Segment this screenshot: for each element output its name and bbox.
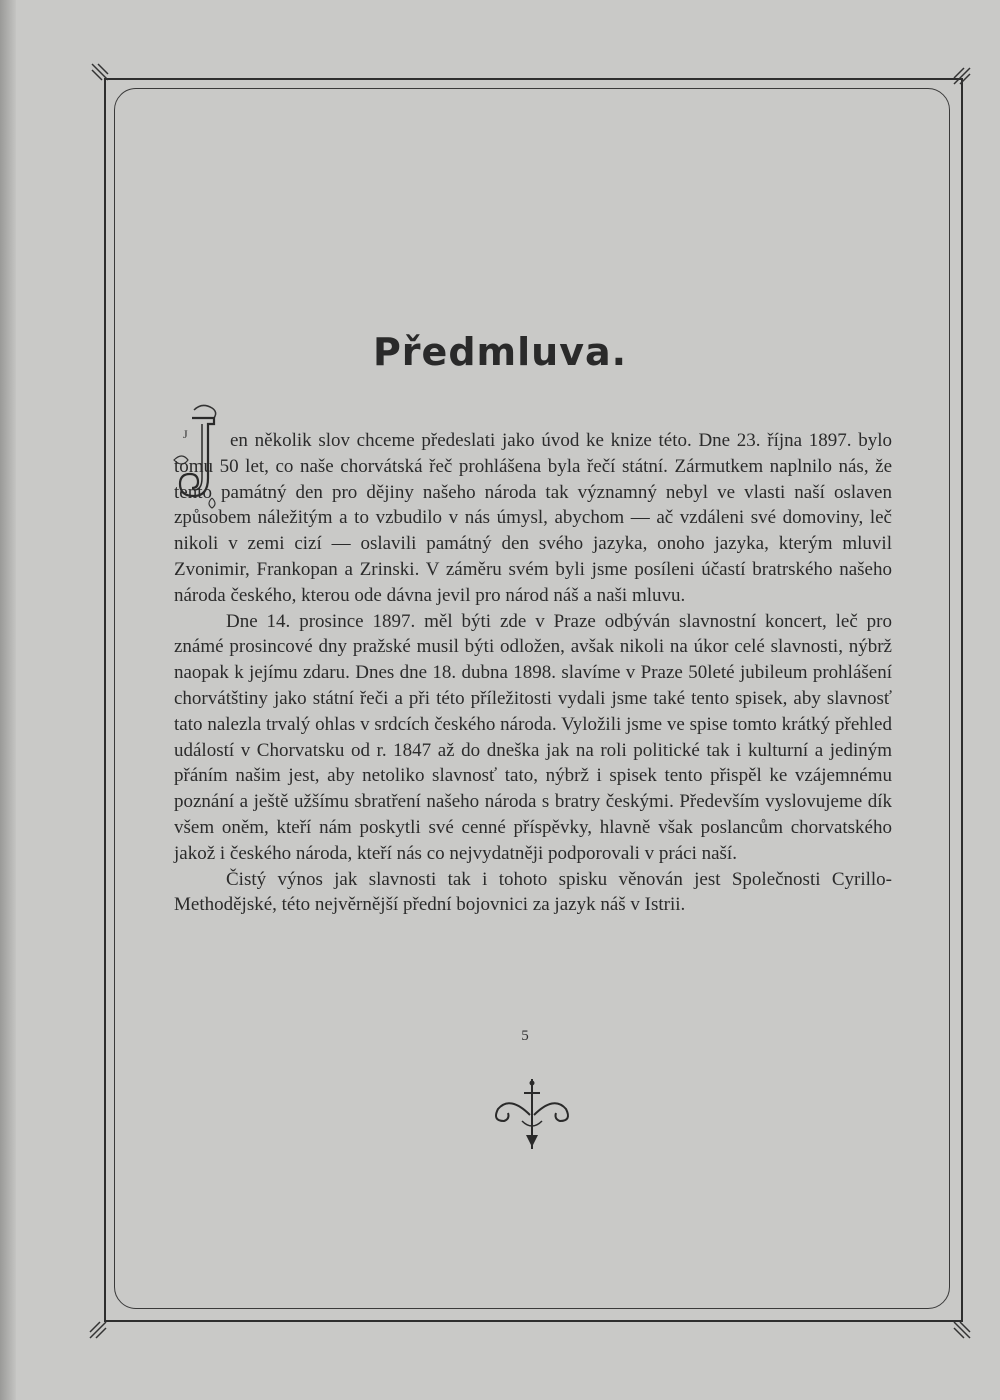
preface-text <box>174 428 892 918</box>
paragraph-2: Dne 14. prosince 1897. měl býti zde v Praze odbýván slavnostní koncert, leč pro známé prosincové dny pražské musil býti odložen, avšak nikoli na úkor celé slavnosti, nýbrž naopak k jejímu zdaru. Dnes dne 18. dubna 1898. slavíme v Praze 50leté jubileum prohlášení chorvátštiny jako státní řeči a při této příležitosti vydali jsme také tento spisek, aby slavnosť tato nalezla trvalý ohlas v srdcích českého národa. Vyložili jsme ve spise tomto krátký přehled událostí v Chorvatsku od r. 1847 až do dneška jak na roli politické tak i kulturní a jediným přáním našim jest, aby netoliko slavnosť tato, nýbrž i spisek tento přispěl ke vzájemnému poznání a ještě užšímu sbratření našeho národa s bratry českými. Především vyslovujeme dík všem oněm, kteří nám poskytli své cenné příspěvky, hlavně však poslancům chorvatského jakož i českého národa, kteří nás co nejvydatněji podporovali v práci naší. <box>174 610 892 864</box>
book-spine <box>0 0 16 1400</box>
page-number: 5 <box>521 1028 529 1044</box>
paragraph-1: en několik slov chceme předeslati jako úvod ke knize této. Dne 23. října 1897. bylo tomu 50 let, co naše chorvátská řeč prohlášena byla řečí státní. Zármutkem naplnilo nás, že tento památný den pro dějiny našeho národa tak významný nebyl ve vlasti naší oslaven způsobem náležitým a to vzbudilo v nás úmysl, abychom — ač vzdáleni své domoviny, leč nikoli v zemi cizí — oslavili památný den svého jazyka, onoho jazyka, kterým mluvil Zvonimir, Frankopan a Zrinski. V záměru svém byli jsme posíleni účastí bratrského našeho národa českého, kterou ode dávna jevil pro národ náš a naši mluvu. <box>174 430 892 606</box>
corner-ornament-top-right <box>950 64 974 88</box>
page-title: Předmluva. <box>372 330 628 374</box>
corner-ornament-bottom-left <box>86 1318 110 1342</box>
paragraph-3: Čistý výnos jak slavnosti tak i tohoto spisku věnován jest Společnosti Cyrillo-Methodějské, této nejvěrnější přední bojovnici za jazyk náš v Istrii. <box>174 868 892 916</box>
corner-ornament-bottom-right <box>950 1318 974 1342</box>
corner-ornament-top-left <box>88 60 112 84</box>
svg-text:J: J <box>183 427 188 441</box>
decorative-ornament <box>490 1075 574 1155</box>
